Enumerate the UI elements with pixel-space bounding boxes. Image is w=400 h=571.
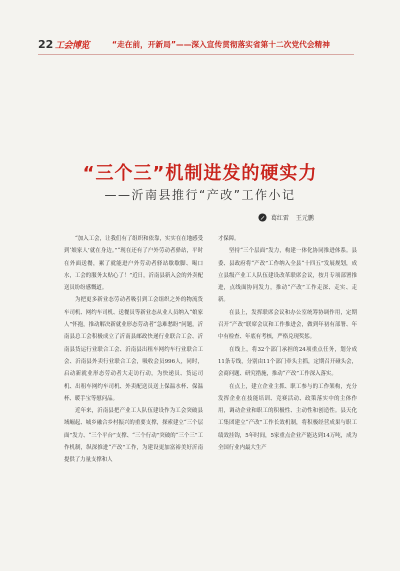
author-name: 葛红雷 [270,215,289,222]
header-rule [38,54,354,55]
author-name: 王元鹏 [295,215,314,222]
paragraph: 在点上，建立企业主抓、职工参与的工作架构，充分发挥企业在技能培训、竞赛活动、政策落实中的主体作用，调动企业和职工的积极性、主动性和创造性。县天化工集团建立“产改”工作长效机制，将积极经营成果与职工绩效挂钩，5年时间，5家重点企业产能达到14万吨，成为全国行业内最大生产 [218,383,357,452]
paragraph: 在县上，发挥联席会议和办公室统筹协调作用，定期召开“产改”联席会议和工作推进会，做到年初有部署、年中有检查、年底有考核，严格兑现奖惩。 [218,309,357,341]
byline [258,213,358,225]
left-text-column [64,233,203,543]
article-title: “三个三”机制进发的硬实力 [82,163,318,184]
paragraph: 在线上，将32个部门承担的24项重点任务，划分成11条专线，分别由11个部门牵头主抓，定期召开碰头会，会商问题、研究措施，推动“产改”工作深入落实。 [218,346,357,378]
section-title: “走在前，开新局”——深入宣传贯彻落实省第十二次党代会精神 [112,40,330,49]
page-number: 22 [38,38,54,51]
paragraph: 才保障。 [218,236,240,242]
right-text-column [218,233,357,543]
paragraph: 坚持“三个层面”发力，构建一体化协同推进体系。县委、县政府将“产改”工作纳入全县“十四五”发展规划，成立县级产业工人队伍建设改革联席会议，按月专项部署推进，点线面协同发力，推动“产改”工作走深、走实、走新。 [218,248,357,304]
running-header [38,38,368,52]
pen-icon [258,213,267,222]
article-subtitle: ——沂南县推行“产改”工作小记 [104,188,296,202]
paragraph: 为把更多新业态劳动者吸引到工会组织之外的物流货车司机、网约车司机、送餐员等新业态从业人员纳入“娘家人”怀抱，推动解决新就业形态劳动者“急难愁盼”问题，沂南县总工会积极成立了沂南县邮政快递行业联合工会、沂南县货运行业联合工会、沂南县出租车网约车行业联合工会、沂南县外卖行业联合工会，吸收会员996人，同时，启动新就业形态劳动者大走访行动，为快递员、货运司机、出租车网约车司机、外卖配送员送上保温水杯、保温杯、暖手宝等慰问品。 [64,297,203,402]
paragraph: “加入工会，让我们有了组织和依靠，实实在在地感受到‘娘家人’就在身边。”“现在还有了户外劳动者驿站，平时在外面送餐，累了就能进户外劳动者驿站歇歇脚、喝口水，工会的服务太贴心了！”近日，沂南县新入会的外卖配送员纷纷感慨道。 [64,236,203,292]
magazine-logo: 工会博览 [55,41,90,51]
paragraph: 近年来，沂南县把产业工人队伍建设作为工会突破县域崛起、城乡融合乡村振兴的重要支撑，探索建立“三个层面”发力、“三个平台”支撑、“三个行动”突破的“三个三”工作机制，纵深推进“产改”工作，为建设更加富裕美好沂南提供了力量支撑和人 [64,408,203,464]
